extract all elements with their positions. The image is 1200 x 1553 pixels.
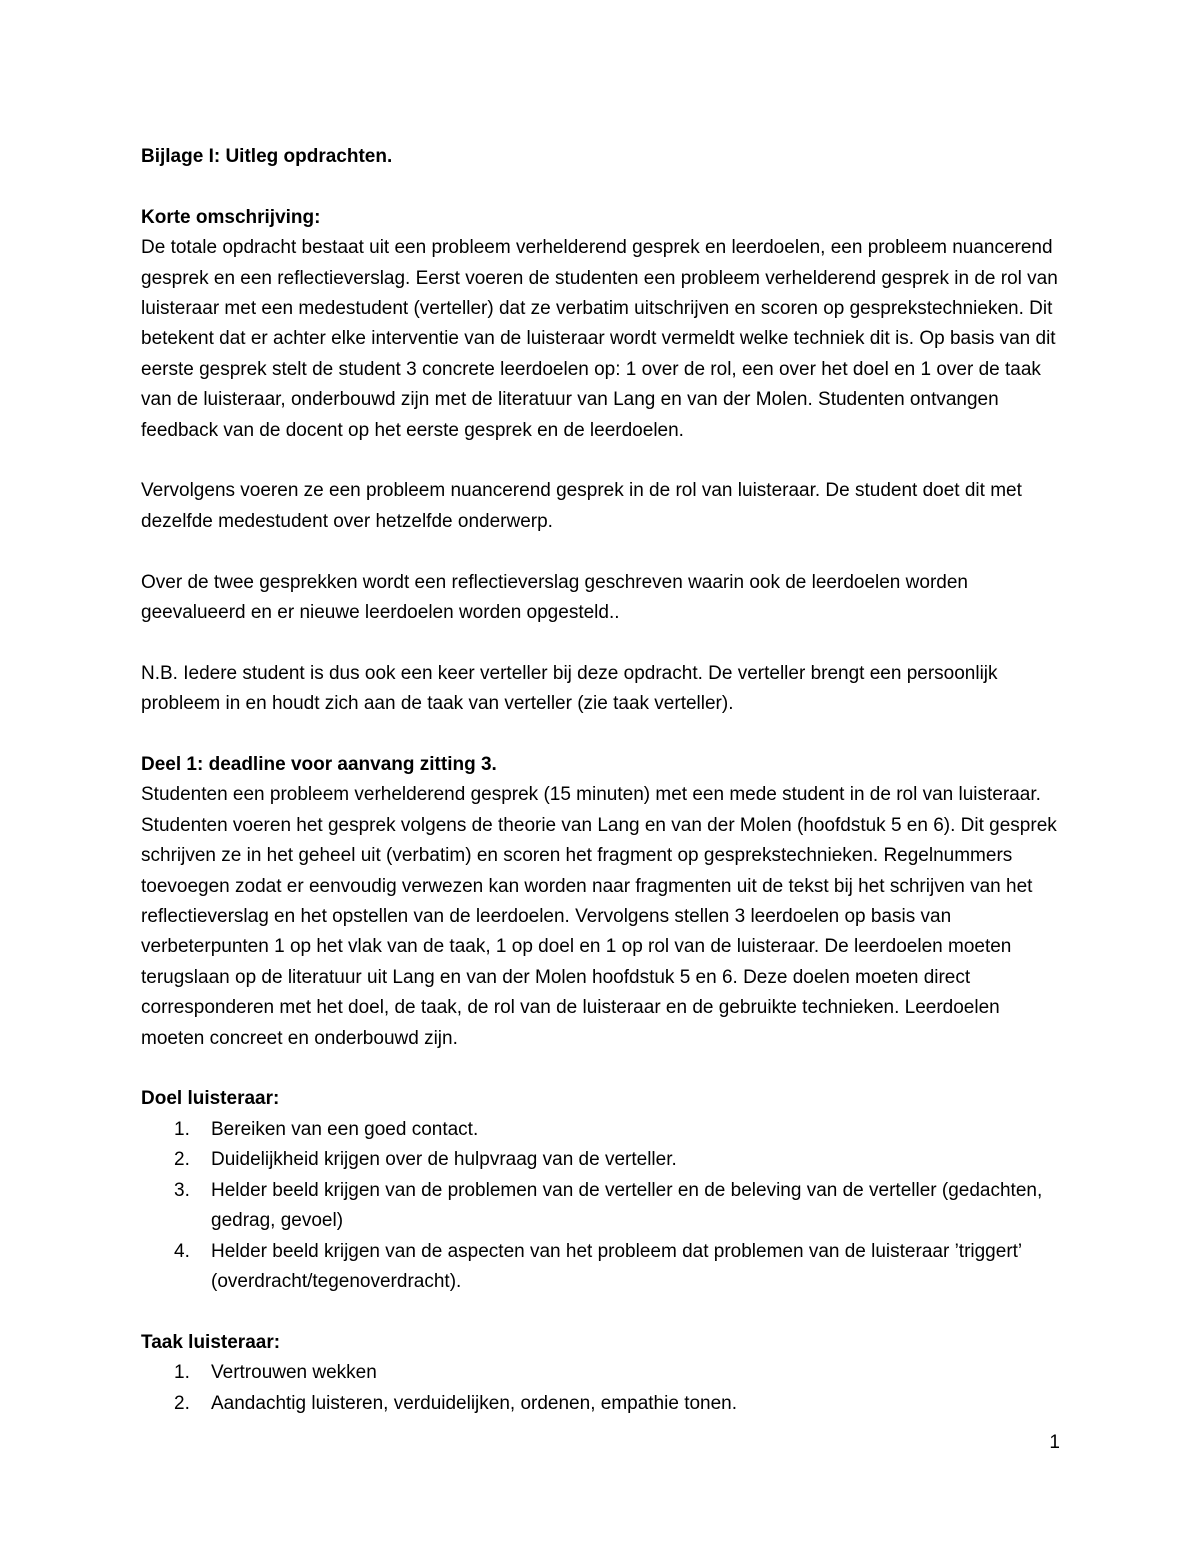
- list-item: [141, 1115, 1066, 1145]
- list-item: [141, 1176, 1066, 1237]
- spacer: [141, 446, 1066, 476]
- spacer: [141, 1054, 1066, 1084]
- list-item: [141, 1145, 1066, 1175]
- list-item-text: Helder beeld krijgen van de aspecten van het probleem dat problemen van de luisteraar ’triggert’ (overdracht/tegenoverdracht).: [211, 1240, 1022, 1292]
- list-item-number: 2.: [174, 1392, 190, 1414]
- list-item-text: Aandachtig luisteren, verduidelijken, ordenen, empathie tonen.: [211, 1392, 738, 1414]
- spacer: [141, 1297, 1066, 1327]
- spacer: [141, 172, 1066, 202]
- list-item-text: Helder beeld krijgen van de problemen van de verteller en de beleving van de verteller (gedachten, gedrag, gevoel): [211, 1179, 1043, 1232]
- paragraph-nb: N.B. Iedere student is dus ook een keer verteller bij deze opdracht. De verteller brengt een persoonlijk probleem in en houdt zich aan de taak van verteller (zie taak verteller).: [141, 662, 998, 715]
- spacer: [141, 720, 1066, 750]
- list-item: [141, 1358, 1066, 1388]
- list-item-number: 1.: [174, 1118, 190, 1140]
- paragraph-korte-omschrijving: De totale opdracht bestaat uit een probleem verhelderend gesprek en leerdoelen, een probleem nuancerend gesprek en een reflectieverslag. Eerst voeren de studenten een probleem verhelderend gesprek in de rol van luisteraar met een medestudent (verteller) dat ze verbatim uitschrijven en scoren op gesprekstechnieken. Dit betekent dat er achter elke interventie van de luisteraar wordt vermeldt welke techniek dit is. Op basis van dit eerste gesprek stelt de student 3 concrete leerdoelen op: 1 over de rol, een over het doel en 1 over de taak van de luisteraar, onderbouwd zijn met de literatuur van Lang en van der Molen. Studenten ontvangen feedback van de docent op het eerste gesprek en de leerdoelen.: [141, 237, 1058, 441]
- list-item-number: 1.: [174, 1362, 190, 1384]
- section-heading-taak-luisteraar: Taak luisteraar:: [141, 1331, 281, 1353]
- spacer: [141, 537, 1066, 567]
- document-content: [141, 142, 1066, 1419]
- section-heading-korte-omschrijving: Korte omschrijving:: [141, 206, 321, 228]
- list-item-number: 4.: [174, 1240, 190, 1262]
- list-item-number: 2.: [174, 1149, 190, 1171]
- list-doel-luisteraar: [141, 1115, 1066, 1297]
- list-item-number: 3.: [174, 1179, 190, 1201]
- document-title: Bijlage I: Uitleg opdrachten.: [141, 146, 393, 167]
- section-heading-deel-1: Deel 1: deadline voor aanvang zitting 3.: [141, 754, 497, 776]
- paragraph-deel-1: Studenten een probleem verhelderend gesprek (15 minuten) met een mede student in de rol van luisteraar. Studenten voeren het gesprek volgens de theorie van Lang en van der Molen (hoofdstuk 5 en 6). Dit gesprek schrijven ze in het geheel uit (verbatim) en scoren het fragment op gesprekstechnieken. Regelnummers toevoegen zodat er eenvoudig verwezen kan worden naar fragmenten uit de tekst bij het schrijven van het reflectieverslag en het opstellen van de leerdoelen. Vervolgens stellen 3 leerdoelen op basis van verbeterpunten 1 op het vlak van de taak, 1 op doel en 1 op rol van de luisteraar. De leerdoelen moeten terugslaan op de literatuur uit Lang en van der Molen hoofdstuk 5 en 6. Deze doelen moeten direct corresponderen met het doel, de taak, de rol van de luisteraar en de gebruikte technieken. Leerdoelen moeten concreet en onderbouwd zijn.: [141, 784, 1057, 1049]
- spacer: [141, 628, 1066, 658]
- list-item-text: Vertrouwen wekken: [211, 1362, 377, 1384]
- list-item-text: Duidelijkheid krijgen over de hulpvraag van de verteller.: [211, 1149, 677, 1171]
- paragraph-vervolgens: Vervolgens voeren ze een probleem nuancerend gesprek in de rol van luisteraar. De student doet dit met dezelfde medestudent over hetzelfde onderwerp.: [141, 480, 1022, 532]
- list-item: [141, 1389, 1066, 1419]
- list-item: [141, 1237, 1066, 1298]
- page-number: 1: [1049, 1432, 1060, 1453]
- section-heading-doel-luisteraar: Doel luisteraar:: [141, 1088, 280, 1110]
- list-taak-luisteraar: [141, 1358, 1066, 1419]
- list-item-text: Bereiken van een goed contact.: [211, 1118, 479, 1140]
- paragraph-reflectieverslag: Over de twee gesprekken wordt een reflectieverslag geschreven waarin ook de leerdoelen worden geevalueerd en er nieuwe leerdoelen worden opgesteld..: [141, 571, 968, 624]
